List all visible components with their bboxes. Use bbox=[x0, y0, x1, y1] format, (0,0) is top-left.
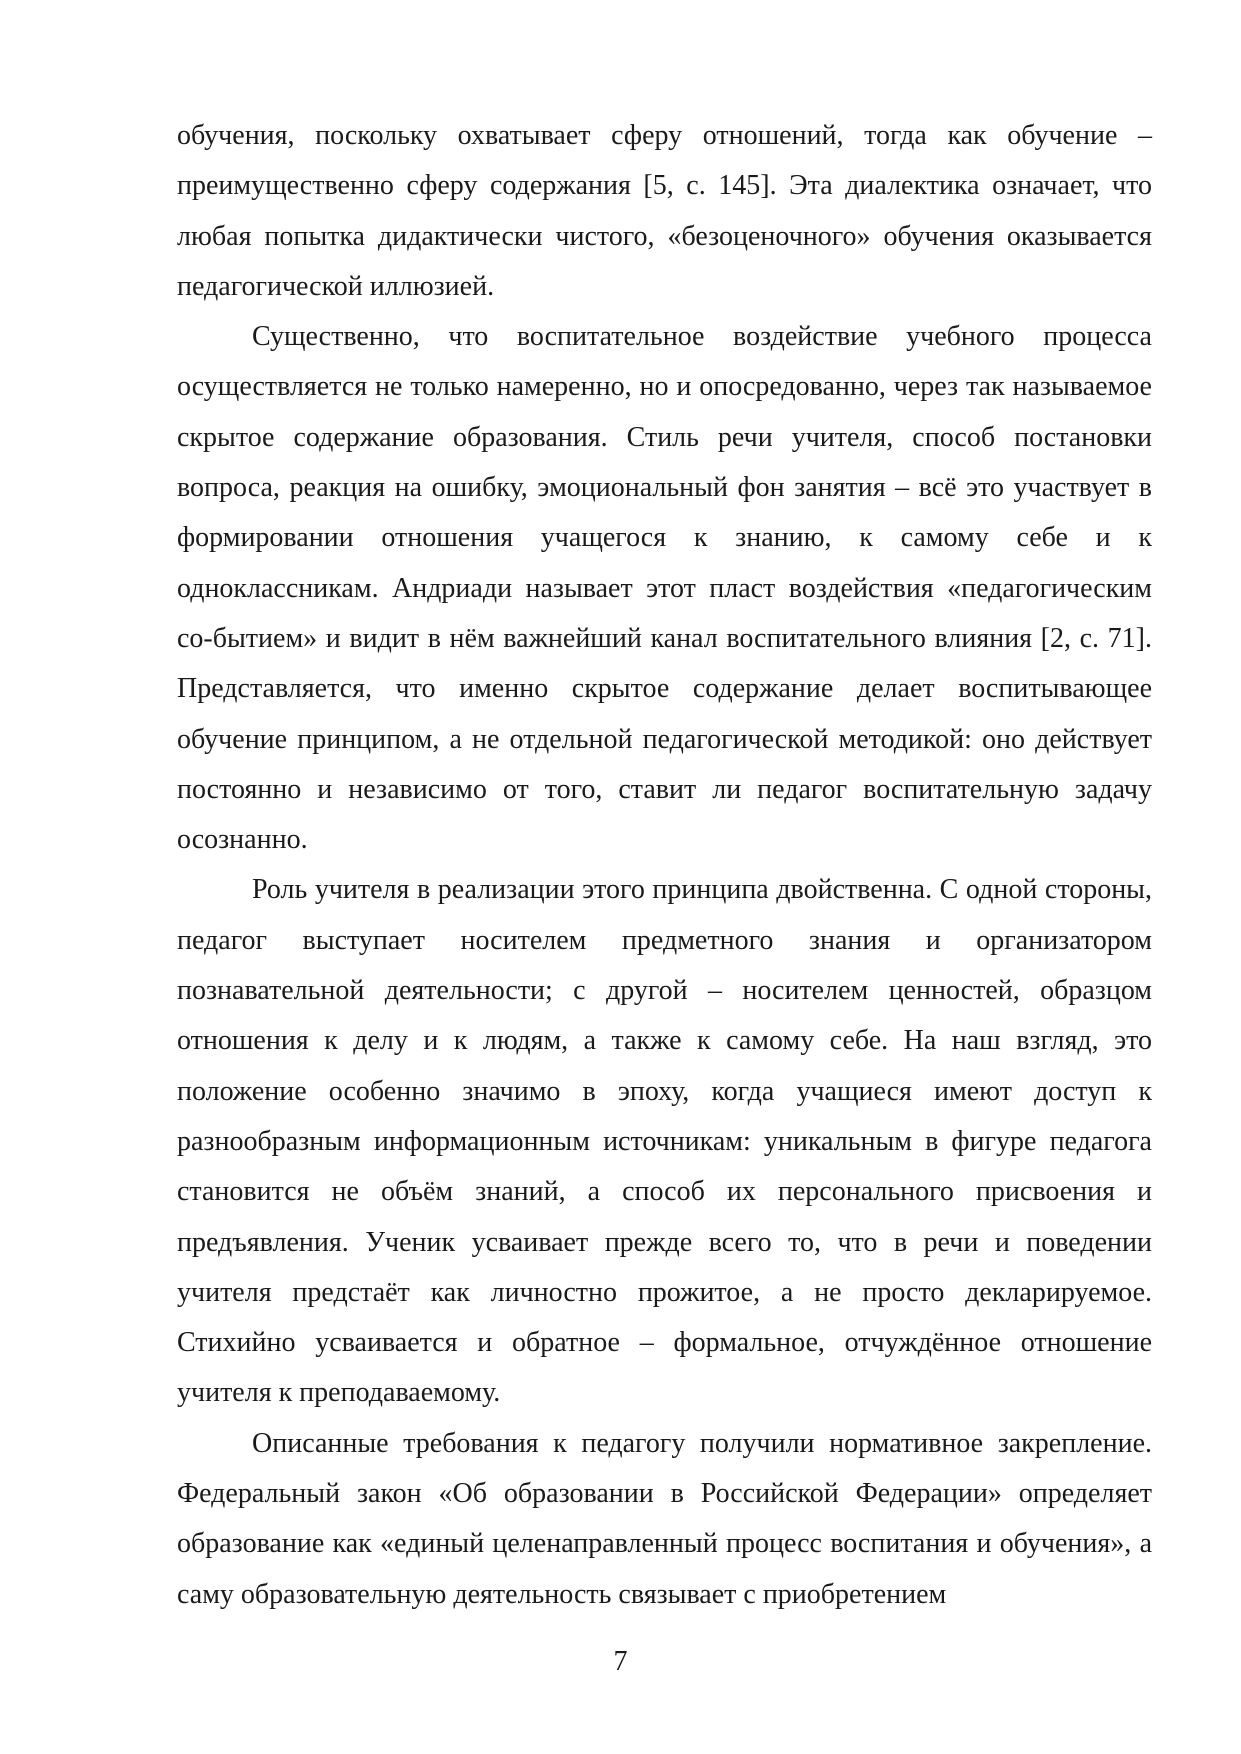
page-number: 7 bbox=[613, 1646, 628, 1677]
paragraph-normative-basis: Описанные требования к педагогу получили нормативное закрепление. Федеральный закон «Об образовании в Российской Федерации» определяет образование как «единый целенаправленный процесс воспитания и обучения», а саму образовательную деятельность связывает с приобретением bbox=[177, 1427, 1152, 1610]
paragraph-continuation: обучения, поскольку охватывает сферу отношений, тогда как обучение – преимущественно сферу содержания [5, с. 145]. Эта диалектика означает, что любая попытка дидактически чистого, «безоценочного» обучения оказывается педагогической иллюзией. bbox=[177, 120, 1152, 302]
paragraph-hidden-content: Существенно, что воспитательное воздействие учебного процесса осуществляется не только намеренно, но и опосредованно, через так называемое скрытое содержание образования. Стиль речи учителя, способ постановки вопроса, реакция на ошибку, эмоциональный фон занятия – всё это участвует в формировании отношения учащегося к знанию, к самому себе и к одноклассникам. Андриади называет этот пласт воздействия «педагогическим со-бытием» и видит в нём важнейший канал воспитательного влияния [2, с. 71]. Представляется, что именно скрытое содержание делает воспитывающее обучение принципом, а не отдельной педагогической методикой: оно действует постоянно и независимо от того, ставит ли педагог воспитательную задачу осознанно. bbox=[177, 321, 1152, 856]
paragraph-teacher-role: Роль учителя в реализации этого принципа двойственна. С одной стороны, педагог выступает носителем предметного знания и организатором познавательной деятельности; с другой – носителем ценностей, образцом отношения к делу и к людям, а также к самому себе. На наш взгляд, это положение особенно значимо в эпоху, когда учащиеся имеют доступ к разнообразным информационным источникам: уникальным в фигуре педагога становится не объём знаний, а способ их персонального присвоения и предъявления. Ученик усваивает прежде всего то, что в речи и поведении учителя предстаёт как личностно прожитое, а не просто декларируемое. Стихийно усваивается и обратное – формальное, отчуждённое отношение учителя к преподаваемому. bbox=[177, 874, 1152, 1409]
body-text bbox=[177, 111, 1152, 1620]
